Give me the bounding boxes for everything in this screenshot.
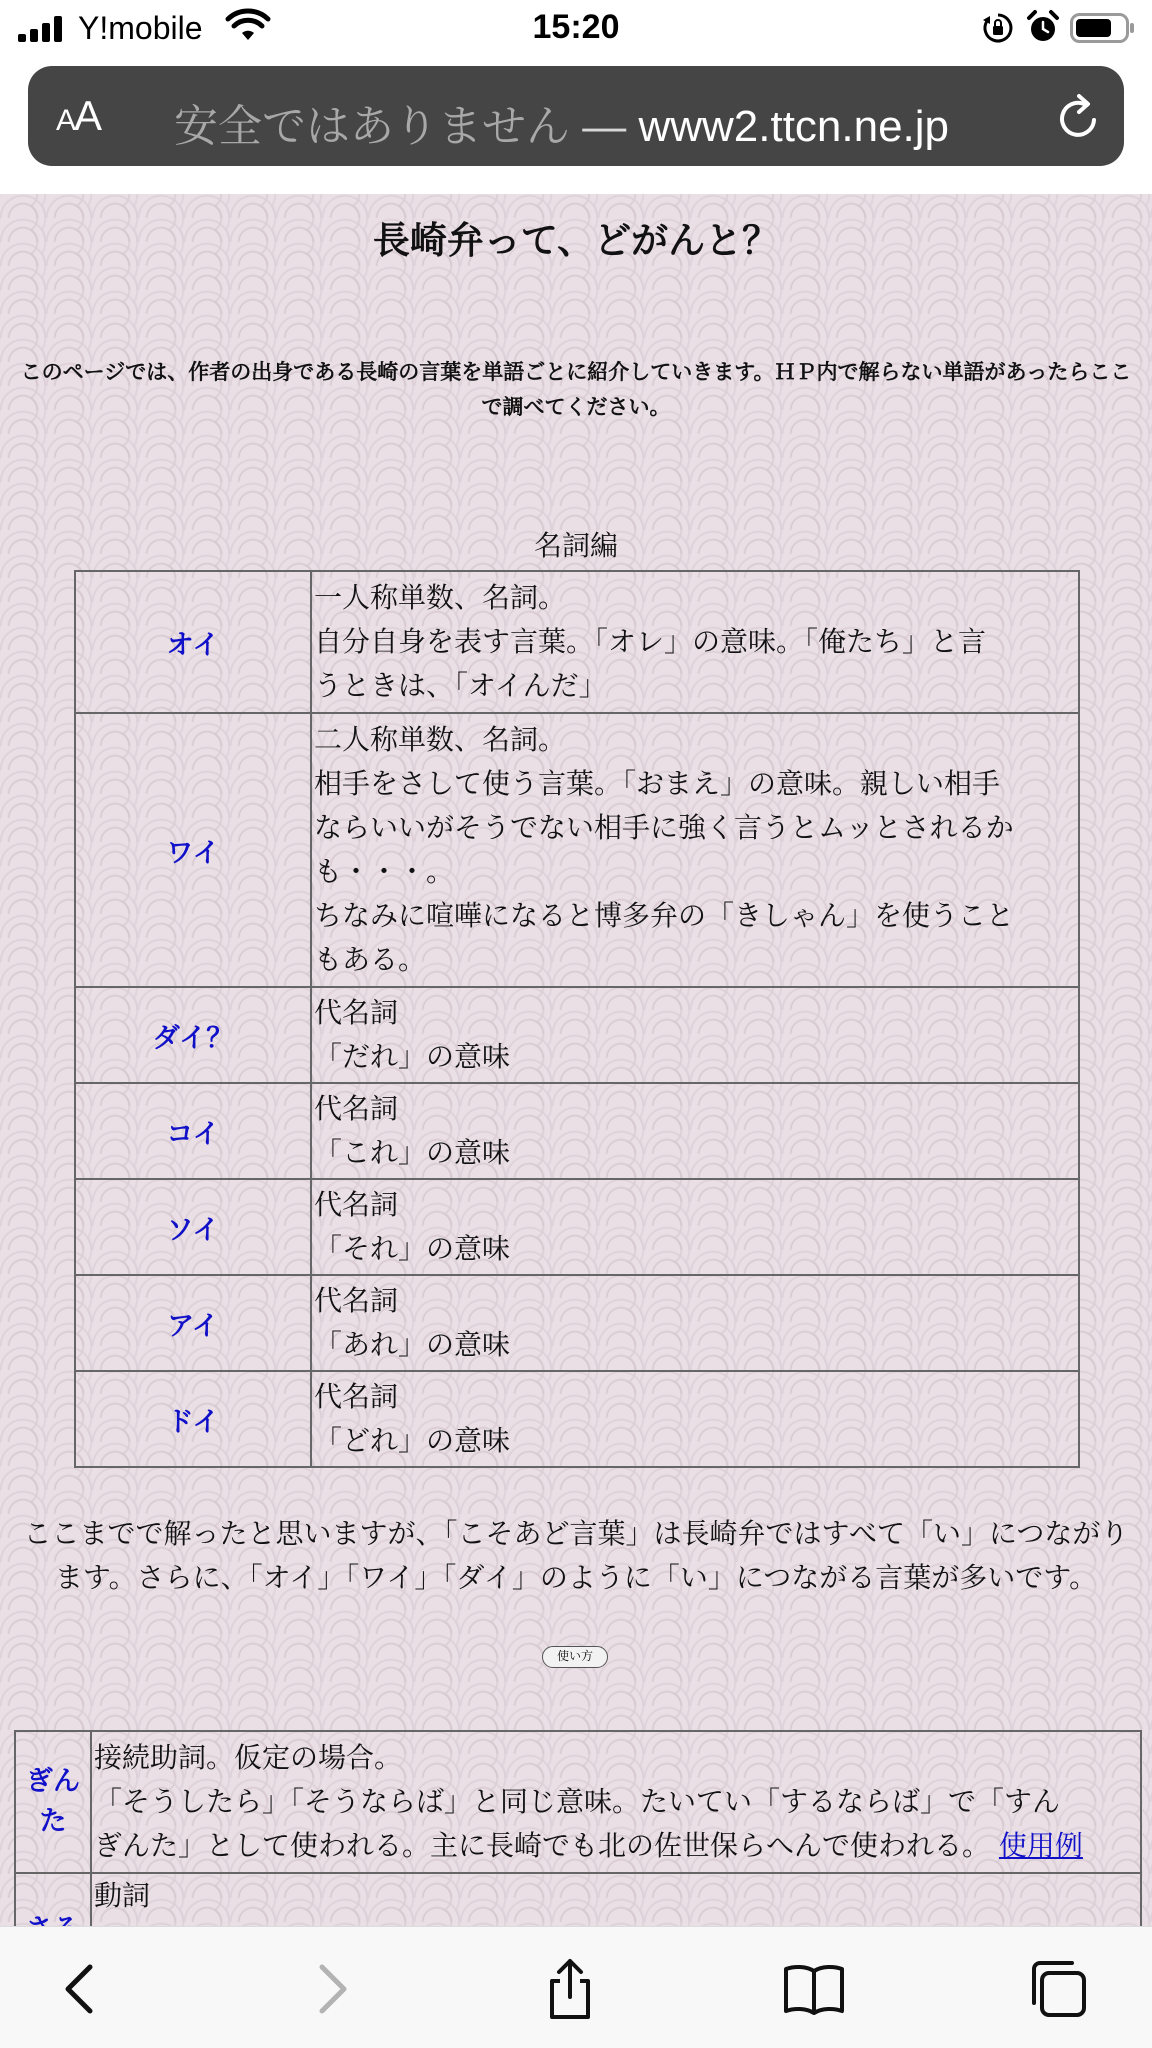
definition-cell: 一人称単数、名詞。 自分自身を表す言葉。「オレ」の意味。「俺たち」と言 うときは、「オイんだ」: [311, 571, 1079, 713]
term-cell: ワイ: [75, 713, 311, 987]
rotation-lock-icon: [982, 12, 1014, 44]
usage-button[interactable]: 使い方: [542, 1646, 608, 1668]
definition-cell: 二人称単数、名詞。 相手をさして使う言葉。「おまえ」の意味。親しい相手 ならいいがそうでない相手に強く言うとムッとされるか も・・・。 ちなみに喧嘩になると博多弁の「きしゃん」を使うこと もある。: [311, 713, 1079, 987]
web-page: [0, 194, 1152, 1926]
bookmarks-icon[interactable]: [782, 1957, 846, 2021]
table-row: [75, 1371, 1079, 1467]
status-bar: [0, 0, 1152, 58]
term-cell: オイ: [75, 571, 311, 713]
table-row: [75, 1275, 1079, 1371]
conjunctions-table: [14, 1730, 1142, 1954]
forward-icon[interactable]: [298, 1957, 362, 2021]
safari-toolbar: [0, 1926, 1152, 2048]
intro-text: このページでは、作者の出身である長崎の言葉を単語ごとに紹介していきます。ＨＰ内で解らない単語があったらここで調べてください。: [20, 359, 1132, 419]
table-row: [75, 1083, 1079, 1179]
reload-icon[interactable]: [1054, 90, 1104, 142]
definition-cell: 接続助詞。仮定の場合。 「そうしたら」「そうならば」と同じ意味。たいてい「するならば」で「すん ぎんた」として使われる。主に長崎でも北の佐世保らへんで使われる。 使用例: [91, 1731, 1141, 1873]
address-bar[interactable]: [28, 66, 1124, 166]
table-row: [75, 713, 1079, 987]
url-domain: www2.ttcn.ne.jp: [638, 102, 950, 151]
table-row: [75, 571, 1079, 713]
term-cell: アイ: [75, 1275, 311, 1371]
definition-cell: 代名詞 「どれ」の意味: [311, 1371, 1079, 1467]
definition-cell: 代名詞 「だれ」の意味: [311, 987, 1079, 1083]
tabs-icon[interactable]: [1026, 1957, 1090, 2021]
term-cell: ぎん た: [15, 1731, 91, 1873]
term-cell: ソイ: [75, 1179, 311, 1275]
page-title: 長崎弁って、どがんと？: [372, 218, 780, 262]
not-secure-warning: 安全ではありません: [174, 102, 570, 151]
share-icon[interactable]: [538, 1957, 602, 2021]
term-cell: ダイ？: [75, 987, 311, 1083]
back-icon[interactable]: [50, 1957, 114, 2021]
alarm-icon: [1026, 10, 1060, 44]
definition-cell: 代名詞 「あれ」の意味: [311, 1275, 1079, 1371]
table-row: [75, 1179, 1079, 1275]
definition-cell: 代名詞 「それ」の意味: [311, 1179, 1079, 1275]
battery-icon: [1070, 12, 1136, 44]
table-row: [75, 987, 1079, 1083]
term-cell: コイ: [75, 1083, 311, 1179]
usage-example-link[interactable]: 使用例: [998, 1829, 1083, 1862]
definition-cell: 動詞: [91, 1873, 1141, 1953]
nouns-heading: 名詞編: [533, 529, 618, 562]
summary-text: ここまでで解ったと思いますが、「こそあど言葉」は長崎弁ではすべて「い」につながります。さらに、「オイ」「ワイ」「ダイ」のように「い」につながる言葉が多いです。: [23, 1517, 1129, 1594]
definition-cell: 代名詞 「これ」の意味: [311, 1083, 1079, 1179]
carrier-name: Y!mobile: [78, 10, 203, 46]
nouns-table: [74, 570, 1080, 1468]
table-row: [15, 1731, 1141, 1873]
term-cell: ドイ: [75, 1371, 311, 1467]
status-clock: 15:20: [532, 8, 620, 46]
reader-view-button[interactable]: AA: [56, 92, 101, 139]
url-display[interactable]: 安全ではありません — www2.ttcn.ne.jp: [174, 102, 950, 151]
